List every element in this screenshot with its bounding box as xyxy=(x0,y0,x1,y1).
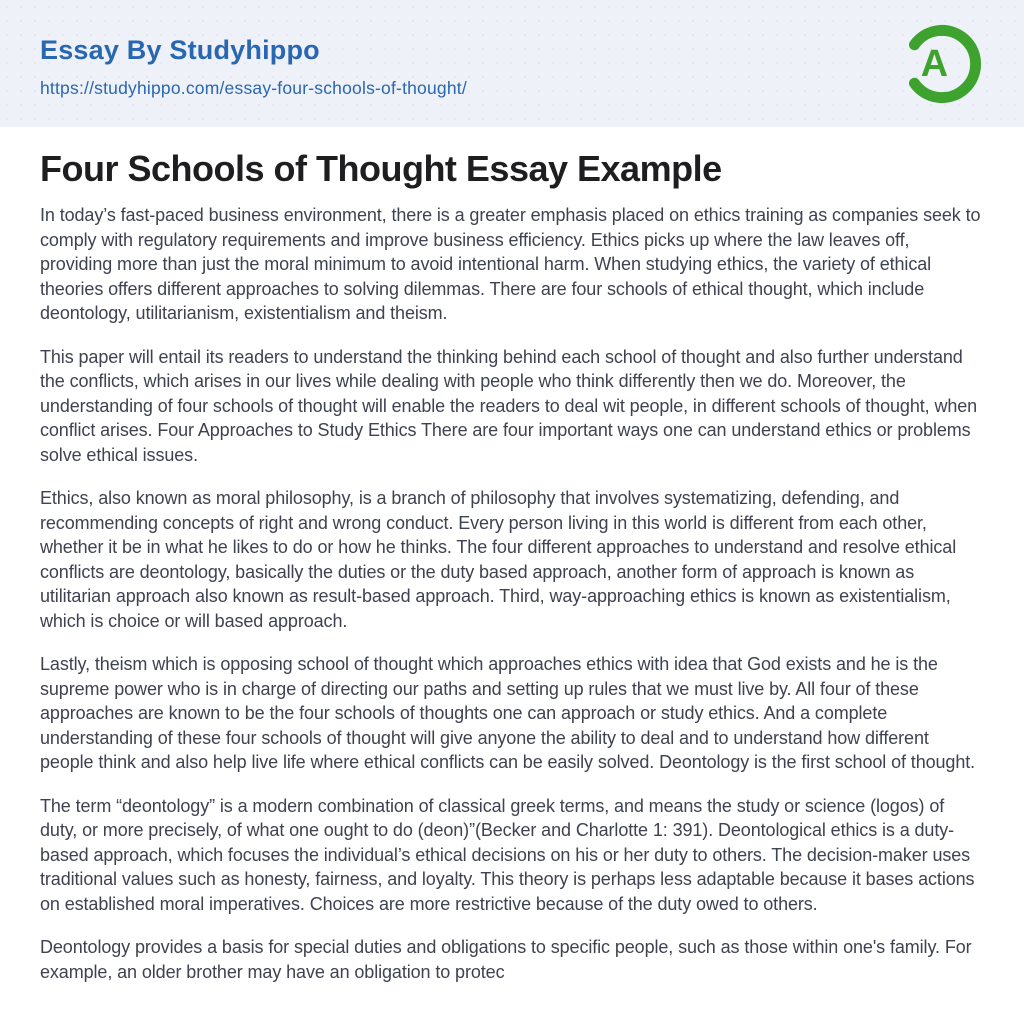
studyhippo-logo xyxy=(900,22,984,106)
logo-arc-icon xyxy=(900,22,984,106)
essay-url-link[interactable]: https://studyhippo.com/essay-four-schools-of-thought/ xyxy=(40,77,467,98)
page-header xyxy=(0,0,1024,127)
essay-paragraph-2: This paper will entail its readers to understand the thinking behind each school of thought and also further understand the conflicts, which arises in our lives while dealing with people who think differently then we do. Moreover, the understanding of four schools of thought will enable the readers to deal wit people, in different schools of thought, when conflict arises. Four Approaches to Study Ethics There are four important ways one can understand ethics or problems solve ethical issues. xyxy=(40,346,978,465)
header-text-block xyxy=(40,29,467,99)
essay-paragraph-6: Deontology provides a basis for special duties and obligations to specific people, such as those within one's family. For example, an older brother may have an obligation to protec xyxy=(40,937,972,982)
essay-body xyxy=(40,203,984,984)
essay-paragraph-3: Ethics, also known as moral philosophy, is a branch of philosophy that involves systematizing, defending, and recommending concepts of right and wrong conduct. Every person living in this world is different from each other, whether it be in what he likes to do or how he thinks. The four different approaches to understand and resolve ethical conflicts are deontology, basically the duties or the duty based approach, another form of approach is known as utilitarian approach also known as result-based approach. Third, way-approaching ethics is known as existentialism, which is choice or will based approach. xyxy=(40,488,957,631)
essay-paragraph-5: The term “deontology” is a modern combination of classical greek terms, and means the study or science (logos) of duty, or more precisely, of what one ought to do (deon)”(Becker and Charlotte 1: 391). Deontological ethics is a duty-based approach, which focuses the individual’s ethical decisions on his or her duty to others. The decision-maker uses traditional values such as honesty, fairness, and loyalty. This theory is perhaps less adaptable because it bases actions on established moral imperatives. Choices are more restrictive because of the duty owed to others. xyxy=(40,795,975,914)
logo-letter: A xyxy=(920,42,949,85)
essay-paragraph-1: In today’s fast-paced business environment, there is a greater emphasis placed on ethics training as companies seek to comply with regulatory requirements and improve business efficiency. Ethics picks up where the law leaves off, providing more than just the moral minimum to avoid intentional harm. When studying ethics, the variety of ethical theories offers different approaches to solving dilemmas. There are four schools of ethical thought, which include deontology, utilitarianism, existentialism and theism. xyxy=(40,205,981,323)
essay-paragraph-4: Lastly, theism which is opposing school of thought which approaches ethics with idea that God exists and he is the supreme power who is in charge of directing our paths and setting up rules that we must live by. All four of these approaches are known to be the four schools of thoughts one can approach or study ethics. And a complete understanding of these four schools of thought will give anyone the ability to deal and to understand how different people think and also help live life where ethical conflicts can be easily solved. Deontology is the first school of thought. xyxy=(40,654,976,772)
essay-title: Four Schools of Thought Essay Example xyxy=(40,148,722,189)
site-title: Essay By Studyhippo xyxy=(40,34,320,65)
essay-content xyxy=(0,127,1024,984)
